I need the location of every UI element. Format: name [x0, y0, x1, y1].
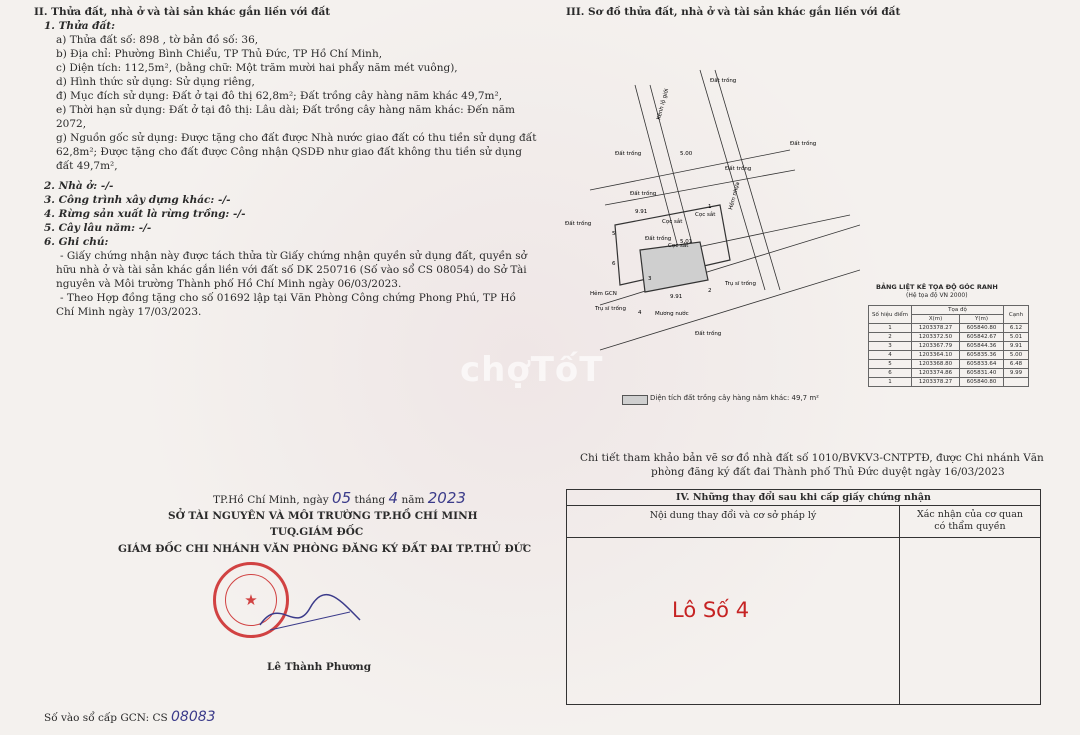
parcel-map	[560, 30, 860, 370]
map-point-number: 2	[708, 288, 712, 294]
map-point-number: 4	[638, 310, 642, 316]
changes-table-title: IV. Những thay đổi sau khi cấp giấy chứng nhận	[567, 490, 1040, 506]
coord-table-subtitle: (Hệ tọa độ VN 2000)	[906, 292, 968, 299]
item-2-house: 2. Nhà ở: -/-	[44, 180, 114, 192]
changes-confirmation-cell	[900, 538, 1040, 704]
item-1-heading: 1. Thửa đất:	[44, 20, 116, 32]
changes-col-confirmation: Xác nhận của cơ quan có thẩm quyền	[917, 509, 1023, 532]
item-4-forest: 4. Rừng sản xuất là rừng trồng: -/-	[44, 208, 246, 220]
map-dimension: 9.91	[635, 209, 648, 215]
map-label-stake: Cọc sắt	[695, 212, 716, 218]
table-row: 1 1203378.27 605840.80	[869, 378, 1029, 387]
map-label-empty-land: Đất trống	[615, 151, 642, 157]
table-row: 3 1203367.79 605844.36 9.91	[869, 342, 1029, 351]
map-label-boundary: Trụ sĩ trống	[725, 281, 756, 287]
col-header: Cạnh	[1004, 306, 1029, 324]
map-point-number: 1	[708, 204, 712, 210]
map-point-number: 5	[612, 231, 616, 237]
map-dimension: 5.00	[680, 151, 693, 157]
coord-table-title: BẢNG LIỆT KÊ TỌA ĐỘ GÓC RANH	[876, 283, 998, 291]
section-2-title: II. Thửa đất, nhà ở và tài sản khác gắn liền với đất	[34, 6, 331, 18]
map-label-empty-land: Đất trống	[565, 221, 592, 227]
map-point-number: 6	[612, 261, 616, 267]
map-label-empty-land: Đất trống	[695, 331, 722, 337]
note-line: hữu nhà ở và tài sản khác gắn liền với đất số DK 250716 (Số vào sổ CS 08054) do Sở Tài	[56, 264, 527, 276]
map-label-boundary: Trụ sĩ trống	[595, 306, 626, 312]
authorization-title: TUQ.GIÁM ĐỐC	[270, 526, 364, 538]
land-origin-line-2: 62,8m²; Được tặng cho đất được Công nhận QSDĐ như giao đất không thu tiền sử dụng	[56, 146, 522, 158]
note-line: - Giấy chứng nhận này được tách thửa từ Giấy chứng nhận quyền sử dụng đất, quyền sở	[60, 250, 527, 262]
table-row: 1 1203378.27 605840.80 6.12	[869, 324, 1029, 333]
changes-col-content: Nội dung thay đổi và cơ sở pháp lý	[567, 506, 900, 537]
item-6-notes: 6. Ghi chú:	[44, 236, 109, 248]
signature-scribble	[250, 590, 370, 640]
land-term-year: 2072,	[56, 118, 87, 130]
land-origin-line: g) Nguồn gốc sử dụng: Được tặng cho đất được Nhà nước giao đất có thu tiền sử dụng đất	[56, 132, 537, 144]
table-row: 4 1203364.10 605835.36 5.00	[869, 351, 1029, 360]
changes-content-cell	[567, 538, 900, 704]
note-line: nguyên và Môi trường Thành phố Hồ Chí Minh ngày 06/03/2023.	[56, 278, 402, 290]
col-header: Số hiệu điểm	[869, 306, 912, 324]
legend-swatch	[622, 395, 648, 405]
map-label-stake: Cọc sắt	[662, 219, 683, 225]
col-header: Y(m)	[960, 315, 1004, 324]
map-label-road: Hẻm GCN	[590, 291, 617, 297]
table-row: 2 1203372.50 605842.67 5.01	[869, 333, 1029, 342]
map-label-empty-land: Đất trống	[790, 141, 817, 147]
item-3-construction: 3. Công trình xây dựng khác: -/-	[44, 194, 231, 206]
map-label-empty-land: Đất trống	[645, 236, 672, 242]
branch-director-title: GIÁM ĐỐC CHI NHÁNH VĂN PHÒNG ĐĂNG KÝ ĐẤT ĐAI TP.THỦ ĐỨC	[118, 543, 532, 555]
map-label-empty-land: Đất trống	[710, 78, 737, 84]
watermark: chợTốT	[460, 350, 604, 390]
map-label-stake: Cọc sắt	[668, 243, 689, 249]
map-label-road: Hẻm nhựa	[728, 181, 742, 211]
land-purpose-line: đ) Mục đích sử dụng: Đất ở tại đô thị 62,8m²; Đất trồng cây hàng năm khác 49,7m²,	[56, 90, 503, 102]
reference-line: Chi tiết tham khảo bản vẽ sơ đồ nhà đất số 1010/BVKV3-CNTPTĐ, được Chi nhánh Văn	[580, 452, 1044, 464]
date-day: 05	[332, 489, 352, 507]
date-month: 4	[388, 489, 399, 507]
land-address-line: b) Địa chỉ: Phường Bình Chiểu, TP Thủ Đức, TP Hồ Chí Minh,	[56, 48, 383, 60]
issue-date: TP.Hồ Chí Minh, ngày 05 tháng 4 năm 2023	[213, 489, 466, 507]
land-term-line: e) Thời hạn sử dụng: Đất ở tại đô thị: Lâu dài; Đất trồng cây hàng năm khác: Đến năm	[56, 104, 516, 116]
map-dimension: 9.91	[670, 294, 683, 300]
reference-line: phòng đăng ký đất đai Thành phố Thủ Đức duyệt ngày 16/03/2023	[651, 466, 1005, 478]
map-label-road: Mương nước	[655, 311, 689, 317]
official-seal: ★	[213, 562, 289, 638]
land-origin-line-3: đất 49,7m²,	[56, 160, 118, 172]
coordinate-table	[868, 305, 1029, 387]
land-area-line: c) Diện tích: 112,5m², (bằng chữ: Một trăm mười hai phẩy năm mét vuông),	[56, 62, 458, 74]
changes-table	[566, 489, 1041, 705]
note-line: Chí Minh ngày 17/03/2023.	[56, 306, 202, 318]
col-header: X(m)	[912, 315, 960, 324]
table-row: 5 1203368.80 605833.64 6.48	[869, 360, 1029, 369]
note-line: - Theo Hợp đồng tặng cho số 01692 lập tại Văn Phòng Công chứng Phong Phú, TP Hồ	[60, 292, 516, 304]
map-label-empty-land: Đất trống	[630, 191, 657, 197]
issuing-office: SỞ TÀI NGUYÊN VÀ MÔI TRƯỜNG TP.HỒ CHÍ MINH	[168, 510, 478, 522]
section-3-title: III. Sơ đồ thửa đất, nhà ở và tài sản khác gắn liền với đất	[566, 6, 901, 18]
table-row: 6 1203374.86 605831.40 9.99	[869, 369, 1029, 378]
gcn-book-number: Số vào sổ cấp GCN: CS 08083	[44, 709, 216, 725]
map-label-road: Kênh lộ giới	[656, 88, 671, 121]
land-use-form-line: d) Hình thức sử dụng: Sử dụng riêng,	[56, 76, 255, 88]
item-5-perennial: 5. Cây lâu năm: -/-	[44, 222, 152, 234]
signer-name: Lê Thành Phương	[267, 661, 372, 673]
handwritten-lot-note: Lô Số 4	[672, 598, 750, 622]
date-year: 2023	[427, 489, 466, 507]
col-header: Tọa độ	[912, 306, 1004, 315]
map-dimension: 5.01	[680, 239, 693, 245]
legend-text: Diện tích đất trồng cây hàng năm khác: 49,7 m²	[650, 394, 819, 402]
land-parcel-line: a) Thửa đất số: 898 , tờ bản đồ số: 36,	[56, 34, 259, 46]
map-label-empty-land: Đất trống	[725, 166, 752, 172]
map-point-number: 3	[648, 276, 652, 282]
